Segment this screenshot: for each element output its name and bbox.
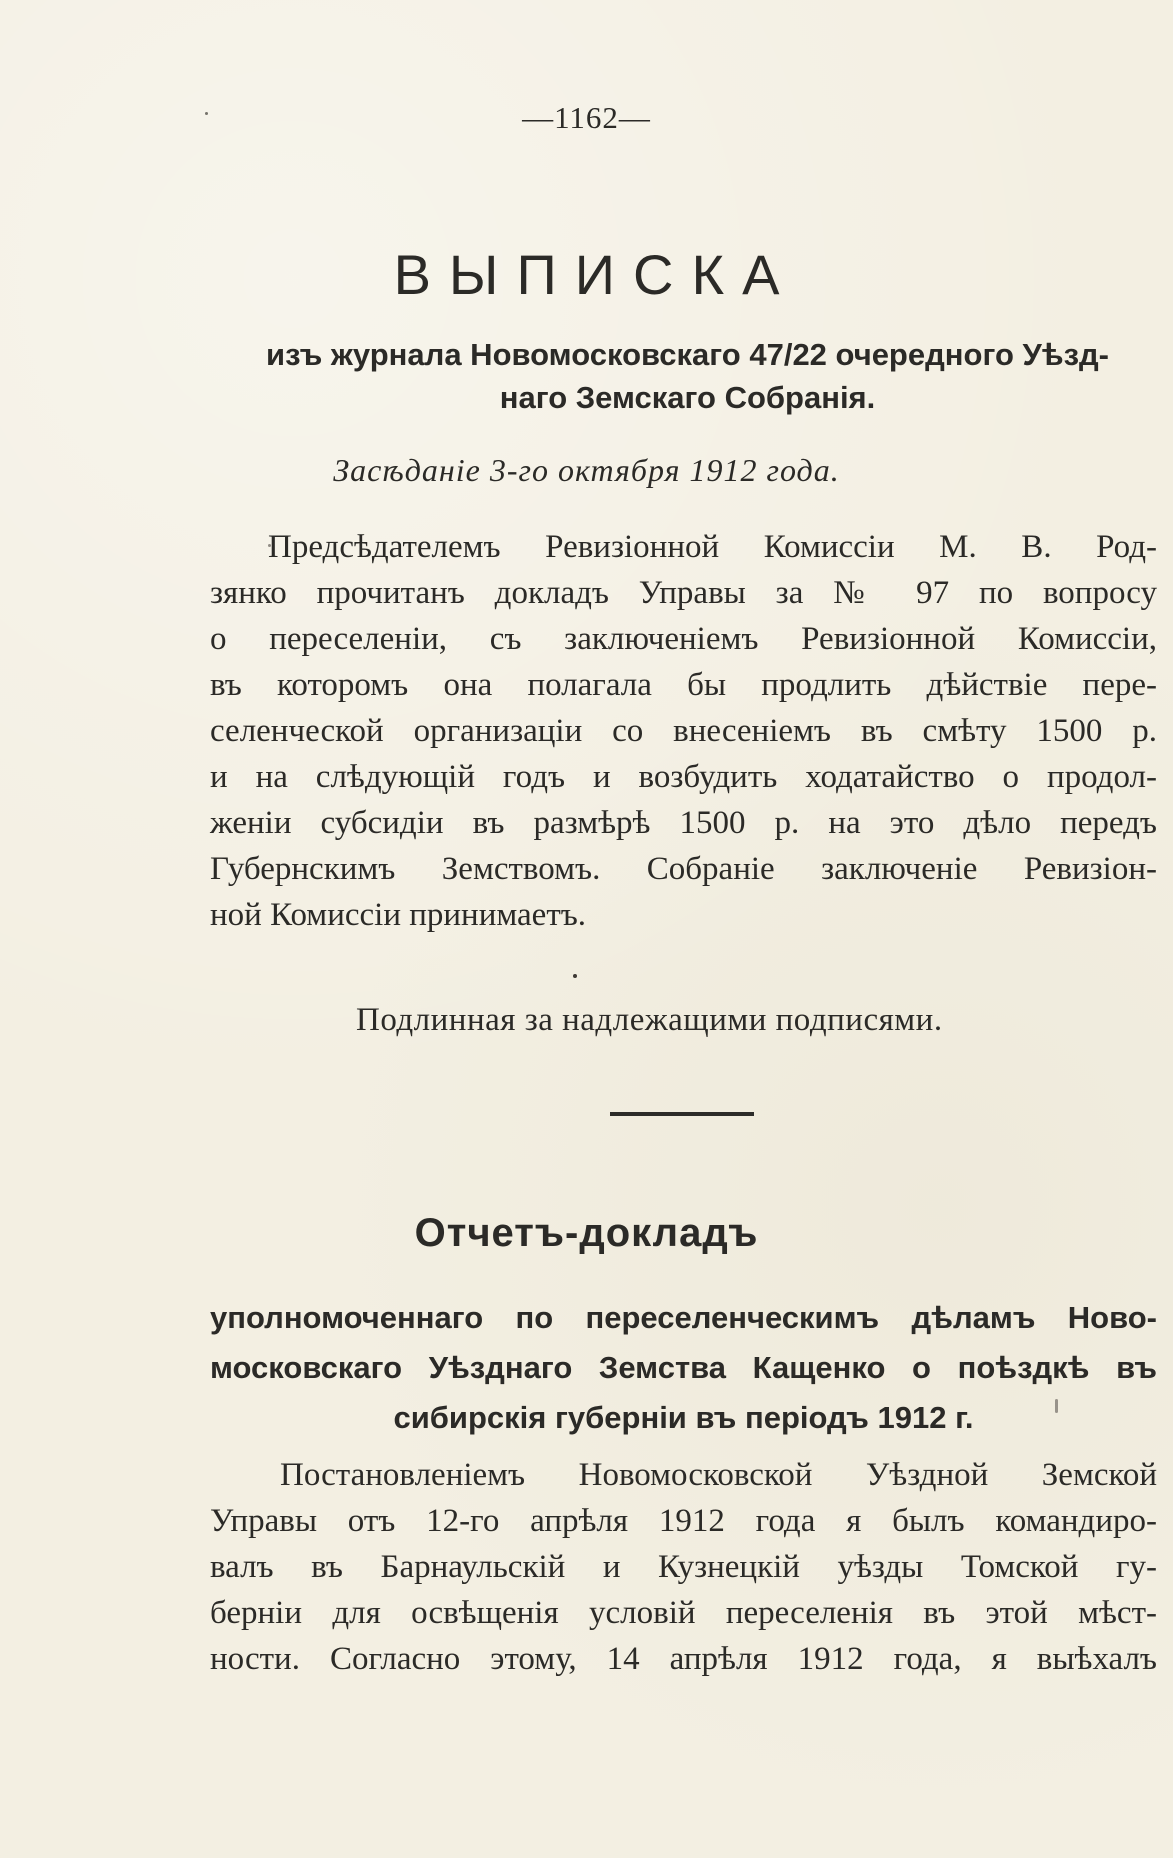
paragraph-line: Губернскимъ Земствомъ. Собраніе заключеніе Ревизіон- bbox=[210, 851, 1157, 887]
paragraph-line: въ которомъ она полагала бы продлить дѣйствіе пере- bbox=[210, 667, 1157, 703]
paragraph-line: селенческой организаціи со внесеніемъ въ смѣту 1500 р. bbox=[210, 713, 1157, 749]
report-subtitle-line: сибирскія губерніи въ періодъ 1912 г. bbox=[393, 1400, 974, 1435]
signature-note: Подлинная за надлежащими подписями. bbox=[356, 1002, 943, 1038]
page-number: —1162— bbox=[522, 100, 651, 135]
paragraph-line: зянко прочитанъ докладъ Управы за № 97 по вопросу bbox=[210, 575, 1157, 611]
paragraph-line: женіи субсидіи въ размѣрѣ 1500 р. на это дѣло передъ bbox=[210, 805, 1157, 841]
extract-subtitle-line: наго Земскаго Собранія. bbox=[499, 380, 876, 415]
paragraph-line: валъ въ Барнаульскій и Кузнецкій уѣзды Томской гу- bbox=[210, 1549, 1157, 1585]
report-title: Отчетъ-докладъ bbox=[414, 1211, 759, 1255]
extract-paragraph bbox=[210, 524, 1157, 938]
paragraph-line: Управы отъ 12-го апрѣля 1912 года я былъ командиро- bbox=[210, 1503, 1157, 1539]
paragraph-line: и на слѣдующій годъ и возбудить ходатайство о продол- bbox=[210, 759, 1157, 795]
extract-title: ВЫПИСКА bbox=[393, 243, 798, 306]
paragraph-line: ной Комиссіи принимаетъ. bbox=[210, 897, 587, 933]
extract-subtitle bbox=[210, 333, 1165, 419]
report-subtitle bbox=[210, 1293, 1157, 1443]
section-divider bbox=[610, 1112, 754, 1116]
paragraph-line: берніи для освѣщенія условій переселенія въ этой мѣст- bbox=[210, 1595, 1157, 1631]
report-paragraph bbox=[210, 1452, 1157, 1682]
report-subtitle-line: уполномоченнаго по переселенческимъ дѣламъ Ново- bbox=[210, 1300, 1157, 1335]
paragraph-line: ности. Согласно этому, 14 апрѣля 1912 года, я выѣхалъ bbox=[210, 1641, 1157, 1677]
paragraph-line: Предсѣдателемъ Ревизіонной Комиссіи М. В. Род- bbox=[268, 529, 1157, 565]
paragraph-line: Постановленіемъ Новомосковской Уѣздной Земской bbox=[280, 1457, 1157, 1493]
extract-subtitle-line: изъ журнала Новомосковскаго 47/22 очередного Уѣзд- bbox=[266, 337, 1109, 372]
session-date: Засѣданіе 3-го октября 1912 года. bbox=[333, 452, 840, 488]
report-subtitle-line: московскаго Уѣзднаго Земства Кащенко о поѣздкѣ въ bbox=[210, 1350, 1157, 1385]
paragraph-line: о переселеніи, съ заключеніемъ Ревизіонной Комиссіи, bbox=[210, 621, 1157, 657]
ink-dot-mark bbox=[573, 974, 577, 978]
